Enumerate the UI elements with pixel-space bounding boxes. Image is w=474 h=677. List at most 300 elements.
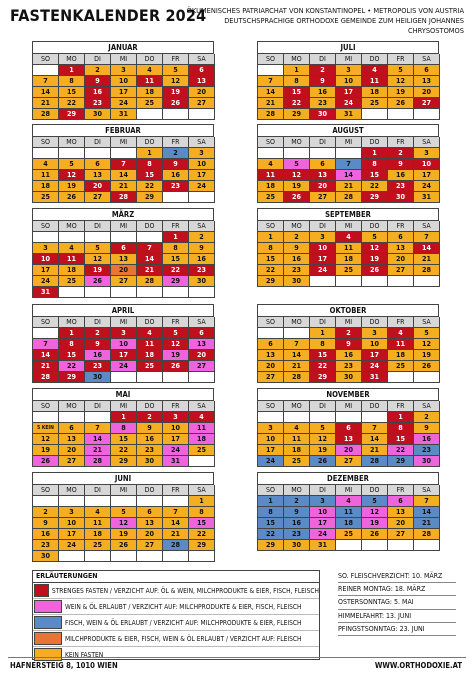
- empty-day: [111, 232, 137, 243]
- day-cell: 14: [163, 518, 189, 529]
- day-cell: 19: [85, 265, 111, 276]
- day-cell: 28: [163, 540, 189, 551]
- day-cell: 29: [388, 456, 414, 467]
- month-name: SEPTEMBER: [257, 208, 439, 220]
- weekday-header: DO: [137, 221, 163, 232]
- day-cell: 14: [414, 507, 440, 518]
- day-cell: 12: [85, 254, 111, 265]
- weekday-header: MI: [111, 317, 137, 328]
- footer-website[interactable]: WWW.ORTHODOXIE.AT: [374, 661, 462, 670]
- day-cell: 26: [163, 361, 189, 372]
- weekday-header: MI: [111, 221, 137, 232]
- weekday-header: FR: [163, 221, 189, 232]
- day-cell: 12: [284, 170, 310, 181]
- empty-day: [137, 287, 163, 298]
- day-cell: 15: [310, 350, 336, 361]
- day-cell: 5: [362, 496, 388, 507]
- day-cell: 7: [137, 243, 163, 254]
- month-days-grid: [32, 484, 214, 562]
- day-cell: 24: [310, 529, 336, 540]
- weekday-header: FR: [163, 317, 189, 328]
- empty-day: [189, 372, 215, 383]
- day-cell: 23: [163, 181, 189, 192]
- weekday-header: SA: [414, 485, 440, 496]
- day-cell: 19: [33, 445, 59, 456]
- day-cell: 20: [310, 181, 336, 192]
- day-cell: 21: [336, 181, 362, 192]
- day-cell: 27: [388, 265, 414, 276]
- day-cell: 4: [189, 412, 215, 423]
- day-cell: 30: [336, 372, 362, 383]
- month-11: [257, 388, 439, 467]
- weekday-header: DI: [85, 401, 111, 412]
- empty-day: [284, 412, 310, 423]
- weekday-header: DO: [362, 137, 388, 148]
- day-cell: 16: [336, 350, 362, 361]
- day-cell: 24: [111, 98, 137, 109]
- day-cell: 8: [163, 243, 189, 254]
- weekday-header: MI: [336, 317, 362, 328]
- day-cell: 15: [258, 254, 284, 265]
- day-cell: 27: [336, 456, 362, 467]
- day-cell: 29: [163, 276, 189, 287]
- weekday-header: SA: [414, 401, 440, 412]
- day-cell: 6: [189, 328, 215, 339]
- day-cell: 30: [310, 109, 336, 120]
- empty-day: [85, 551, 111, 562]
- note-item: PFINGSTSONNTAG: 23. JUNI: [338, 623, 456, 636]
- day-cell: 22: [388, 445, 414, 456]
- month-days-grid: [257, 136, 439, 203]
- weekday-header: DI: [310, 221, 336, 232]
- day-cell: 12: [163, 76, 189, 87]
- day-cell: 4: [284, 423, 310, 434]
- day-cell: 11: [362, 76, 388, 87]
- empty-day: [85, 412, 111, 423]
- day-cell: 29: [362, 192, 388, 203]
- day-cell: 16: [85, 87, 111, 98]
- day-cell: 5: [284, 159, 310, 170]
- day-cell: 20: [59, 445, 85, 456]
- weekday-header: MI: [336, 485, 362, 496]
- footer-address: HAFNERSTEIG 8, 1010 WIEN: [10, 661, 118, 670]
- legend-label: WEIN & ÖL ERLAUBT / VERZICHT AUF: MILCHPRODUKTE & EIER, FISCH, FLEISCH: [65, 602, 302, 611]
- day-cell: 29: [284, 109, 310, 120]
- day-cell: 28: [336, 192, 362, 203]
- empty-day: [85, 287, 111, 298]
- weekday-header: SO: [258, 221, 284, 232]
- empty-day: [362, 109, 388, 120]
- weekday-header: SO: [258, 317, 284, 328]
- day-cell: 23: [414, 445, 440, 456]
- day-cell: 18: [388, 350, 414, 361]
- weekday-header: SO: [258, 401, 284, 412]
- day-cell: 19: [362, 518, 388, 529]
- day-cell: 15: [111, 434, 137, 445]
- day-cell: 2: [85, 65, 111, 76]
- weekday-header: SO: [33, 221, 59, 232]
- month-days-grid: [32, 400, 214, 467]
- day-cell: 31: [33, 287, 59, 298]
- weekday-header: SA: [414, 317, 440, 328]
- note-item: HIMMELFAHRT: 13. JUNI: [338, 610, 456, 623]
- day-cell: 7: [111, 159, 137, 170]
- day-cell: 10: [33, 254, 59, 265]
- month-name: JUNI: [32, 472, 214, 484]
- weekday-header: DI: [85, 485, 111, 496]
- day-cell: 27: [258, 372, 284, 383]
- day-cell: 8: [258, 243, 284, 254]
- empty-day: [111, 496, 137, 507]
- day-cell: 3: [189, 148, 215, 159]
- day-cell: 20: [85, 181, 111, 192]
- day-cell: 24: [59, 540, 85, 551]
- weekday-header: SO: [33, 401, 59, 412]
- day-cell: 12: [59, 170, 85, 181]
- day-cell: 25: [85, 540, 111, 551]
- empty-day: [388, 276, 414, 287]
- day-cell: 20: [189, 350, 215, 361]
- day-cell: 8: [388, 423, 414, 434]
- weekday-header: FR: [388, 485, 414, 496]
- day-cell: 21: [163, 529, 189, 540]
- day-cell: 13: [414, 76, 440, 87]
- day-cell: 14: [137, 254, 163, 265]
- legend-row-no-fast: [33, 647, 319, 662]
- weekday-header: MO: [284, 485, 310, 496]
- day-cell: 14: [258, 87, 284, 98]
- day-cell: 1: [362, 148, 388, 159]
- day-cell: 1: [258, 496, 284, 507]
- weekday-header: DI: [310, 317, 336, 328]
- weekday-header: SA: [189, 221, 215, 232]
- day-cell: 16: [284, 518, 310, 529]
- day-cell: 30: [284, 276, 310, 287]
- day-cell: 11: [189, 423, 215, 434]
- day-cell: 17: [310, 254, 336, 265]
- day-cell: 7: [362, 423, 388, 434]
- day-cell: 11: [336, 507, 362, 518]
- day-cell: 28: [137, 276, 163, 287]
- day-cell: 25: [388, 361, 414, 372]
- day-cell: 31: [163, 456, 189, 467]
- day-cell: 17: [336, 87, 362, 98]
- day-cell: 26: [310, 456, 336, 467]
- day-cell: 16: [388, 170, 414, 181]
- day-cell: 22: [362, 181, 388, 192]
- day-cell: 6: [414, 65, 440, 76]
- day-cell: 23: [336, 361, 362, 372]
- day-cell: 28: [362, 456, 388, 467]
- month-days-grid: [257, 316, 439, 383]
- empty-day: [258, 148, 284, 159]
- weekday-header: FR: [388, 137, 414, 148]
- empty-day: [414, 540, 440, 551]
- day-cell: 25: [258, 192, 284, 203]
- legend-row-dairy: [33, 631, 319, 647]
- empty-day: [137, 372, 163, 383]
- day-cell: 28: [85, 456, 111, 467]
- month-name: NOVEMBER: [257, 388, 439, 400]
- day-cell: 10: [163, 423, 189, 434]
- empty-day: [59, 232, 85, 243]
- day-cell: 9: [163, 159, 189, 170]
- day-cell: 3: [163, 412, 189, 423]
- day-cell: 18: [189, 434, 215, 445]
- day-cell: 14: [336, 170, 362, 181]
- day-cell: 27: [59, 456, 85, 467]
- day-cell: 19: [284, 181, 310, 192]
- day-cell: 25: [33, 192, 59, 203]
- day-cell: 16: [284, 254, 310, 265]
- day-cell: 17: [189, 170, 215, 181]
- day-cell: 21: [137, 265, 163, 276]
- day-cell: 7: [414, 496, 440, 507]
- empty-day: [163, 372, 189, 383]
- day-cell: 8: [310, 339, 336, 350]
- weekday-header: SO: [33, 137, 59, 148]
- day-cell: 25: [137, 98, 163, 109]
- day-cell: 10: [310, 507, 336, 518]
- empty-day: [189, 109, 215, 120]
- day-cell: 4: [362, 65, 388, 76]
- day-cell: 25: [362, 98, 388, 109]
- weekday-header: DI: [85, 137, 111, 148]
- day-cell: 5 KEIN: [33, 423, 59, 434]
- day-cell: 30: [284, 540, 310, 551]
- weekday-header: DO: [137, 401, 163, 412]
- day-cell: 7: [33, 339, 59, 350]
- day-cell: 21: [85, 445, 111, 456]
- day-cell: 9: [284, 507, 310, 518]
- weekday-header: DO: [137, 54, 163, 65]
- day-cell: 11: [388, 339, 414, 350]
- month-days-grid: [32, 316, 214, 383]
- day-cell: 13: [111, 254, 137, 265]
- day-cell: 10: [336, 76, 362, 87]
- day-cell: 2: [284, 232, 310, 243]
- day-cell: 4: [336, 496, 362, 507]
- day-cell: 30: [189, 276, 215, 287]
- day-cell: 24: [310, 265, 336, 276]
- day-cell: 24: [163, 445, 189, 456]
- day-cell: 6: [258, 339, 284, 350]
- weekday-header: DO: [362, 317, 388, 328]
- day-cell: 1: [284, 65, 310, 76]
- empty-day: [310, 412, 336, 423]
- day-cell: 6: [388, 496, 414, 507]
- day-cell: 22: [59, 361, 85, 372]
- day-cell: 31: [362, 372, 388, 383]
- day-cell: 31: [111, 109, 137, 120]
- day-cell: 29: [111, 456, 137, 467]
- empty-day: [163, 287, 189, 298]
- day-cell: 18: [336, 518, 362, 529]
- day-cell: 2: [163, 148, 189, 159]
- day-cell: 18: [85, 529, 111, 540]
- day-cell: 1: [137, 148, 163, 159]
- empty-day: [310, 148, 336, 159]
- day-cell: 9: [85, 76, 111, 87]
- day-cell: 5: [414, 328, 440, 339]
- day-cell: 7: [163, 507, 189, 518]
- day-cell: 28: [414, 265, 440, 276]
- day-cell: 1: [388, 412, 414, 423]
- day-cell: 23: [284, 529, 310, 540]
- day-cell: 8: [258, 507, 284, 518]
- day-cell: 16: [163, 170, 189, 181]
- weekday-header: SA: [414, 221, 440, 232]
- weekday-header: DO: [362, 485, 388, 496]
- day-cell: 24: [33, 276, 59, 287]
- day-cell: 2: [189, 232, 215, 243]
- day-cell: 18: [336, 254, 362, 265]
- day-cell: 20: [414, 87, 440, 98]
- weekday-header: MO: [284, 401, 310, 412]
- legend-swatch: [34, 584, 49, 597]
- day-cell: 9: [388, 159, 414, 170]
- day-cell: 15: [59, 350, 85, 361]
- month-12: [257, 472, 439, 551]
- day-cell: 9: [189, 243, 215, 254]
- day-cell: 28: [33, 372, 59, 383]
- weekday-header: FR: [163, 401, 189, 412]
- empty-day: [414, 372, 440, 383]
- day-cell: 12: [414, 339, 440, 350]
- weekday-header: SA: [189, 54, 215, 65]
- day-cell: 29: [310, 372, 336, 383]
- day-cell: 24: [362, 361, 388, 372]
- day-cell: 13: [189, 339, 215, 350]
- legend-label: MILCHPRODUKTE & EIER, FISCH, WEIN & ÖL ERLAUBT / VERZICHT AUF: FLEISCH: [65, 634, 302, 643]
- empty-day: [362, 540, 388, 551]
- month-name: JULI: [257, 41, 439, 53]
- day-cell: 22: [137, 181, 163, 192]
- month-10: [257, 304, 439, 383]
- day-cell: 2: [414, 412, 440, 423]
- day-cell: 2: [284, 496, 310, 507]
- day-cell: 12: [362, 243, 388, 254]
- day-cell: 18: [362, 87, 388, 98]
- day-cell: 17: [33, 265, 59, 276]
- day-cell: 27: [189, 361, 215, 372]
- weekday-header: DO: [362, 54, 388, 65]
- day-cell: 2: [85, 328, 111, 339]
- day-cell: 7: [85, 423, 111, 434]
- day-cell: 3: [258, 423, 284, 434]
- day-cell: 13: [59, 434, 85, 445]
- day-cell: 29: [258, 540, 284, 551]
- day-cell: 7: [336, 159, 362, 170]
- empty-day: [336, 276, 362, 287]
- weekday-header: DO: [137, 485, 163, 496]
- day-cell: 2: [388, 148, 414, 159]
- day-cell: 25: [336, 265, 362, 276]
- weekday-header: FR: [163, 485, 189, 496]
- day-cell: 10: [111, 339, 137, 350]
- day-cell: 3: [414, 148, 440, 159]
- day-cell: 9: [336, 339, 362, 350]
- day-cell: 17: [111, 350, 137, 361]
- empty-day: [336, 412, 362, 423]
- header-line: ÖKUMENISCHES PATRIARCHAT VON KONSTANTINOPEL • METROPOLIS VON AUSTRIA: [186, 6, 464, 15]
- weekday-header: MO: [59, 401, 85, 412]
- empty-day: [388, 372, 414, 383]
- legend-row-wine-oil: [33, 599, 319, 615]
- day-cell: 3: [310, 496, 336, 507]
- day-cell: 12: [111, 518, 137, 529]
- day-cell: 9: [310, 76, 336, 87]
- day-cell: 6: [85, 159, 111, 170]
- legend-row-fish: [33, 615, 319, 631]
- day-cell: 17: [258, 445, 284, 456]
- empty-day: [284, 328, 310, 339]
- day-cell: 10: [414, 159, 440, 170]
- day-cell: 27: [111, 276, 137, 287]
- month-name: FEBRUAR: [32, 124, 214, 136]
- day-cell: 30: [85, 372, 111, 383]
- day-cell: 16: [189, 254, 215, 265]
- month-3: [32, 208, 214, 298]
- day-cell: 15: [362, 170, 388, 181]
- empty-day: [362, 412, 388, 423]
- day-cell: 4: [137, 328, 163, 339]
- day-cell: 13: [388, 243, 414, 254]
- day-cell: 14: [362, 434, 388, 445]
- day-cell: 19: [388, 87, 414, 98]
- day-cell: 26: [59, 192, 85, 203]
- day-cell: 15: [284, 87, 310, 98]
- day-cell: 27: [414, 98, 440, 109]
- day-cell: 17: [362, 350, 388, 361]
- day-cell: 25: [189, 445, 215, 456]
- month-name: MÄRZ: [32, 208, 214, 220]
- day-cell: 1: [111, 412, 137, 423]
- day-cell: 25: [336, 529, 362, 540]
- day-cell: 20: [258, 361, 284, 372]
- day-cell: 24: [336, 98, 362, 109]
- day-cell: 1: [310, 328, 336, 339]
- empty-day: [33, 65, 59, 76]
- day-cell: 11: [258, 170, 284, 181]
- day-cell: 18: [33, 181, 59, 192]
- day-cell: 3: [59, 507, 85, 518]
- day-cell: 30: [388, 192, 414, 203]
- day-cell: 15: [189, 518, 215, 529]
- weekday-header: SO: [258, 485, 284, 496]
- weekday-header: MO: [59, 317, 85, 328]
- day-cell: 8: [284, 76, 310, 87]
- day-cell: 23: [388, 181, 414, 192]
- day-cell: 1: [59, 65, 85, 76]
- day-cell: 18: [137, 87, 163, 98]
- day-cell: 8: [59, 339, 85, 350]
- empty-day: [336, 148, 362, 159]
- weekday-header: DO: [137, 317, 163, 328]
- day-cell: 17: [414, 170, 440, 181]
- weekday-header: MI: [111, 485, 137, 496]
- day-cell: 18: [284, 445, 310, 456]
- legend-swatch: [34, 616, 62, 629]
- day-cell: 8: [111, 423, 137, 434]
- day-cell: 21: [414, 518, 440, 529]
- day-cell: 24: [414, 181, 440, 192]
- day-cell: 11: [336, 243, 362, 254]
- day-cell: 16: [85, 350, 111, 361]
- day-cell: 14: [33, 87, 59, 98]
- empty-day: [258, 328, 284, 339]
- empty-day: [163, 496, 189, 507]
